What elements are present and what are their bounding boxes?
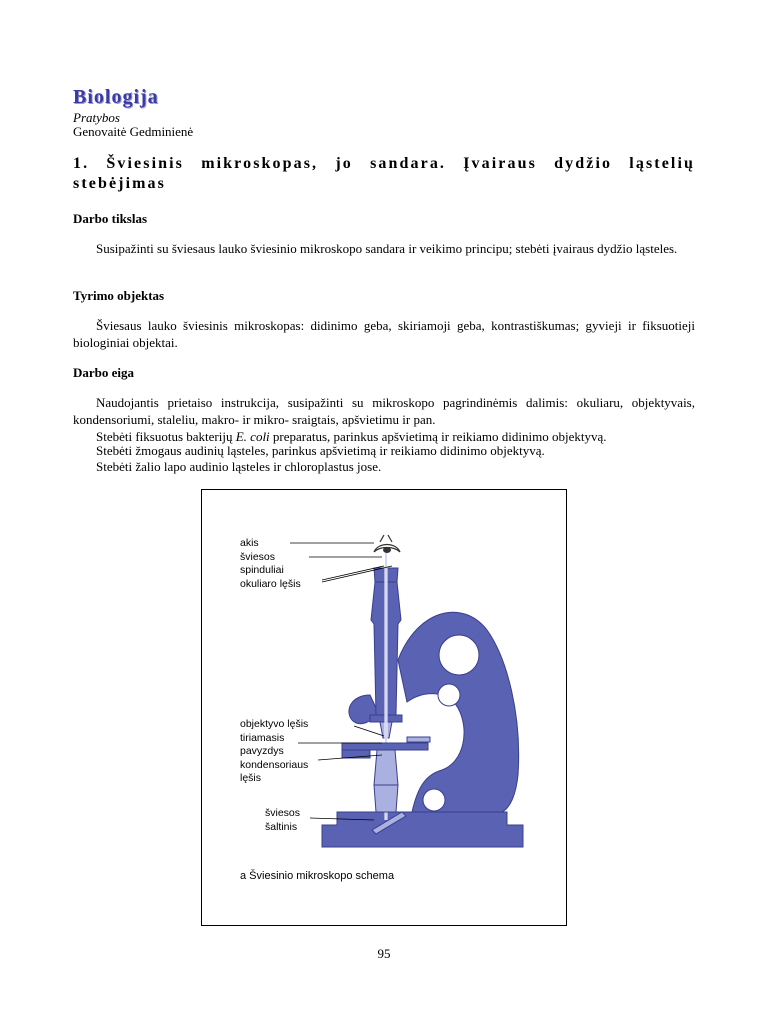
label-specimen-2: pavyzdys: [240, 745, 284, 757]
label-light-source-1: šviesos: [265, 807, 301, 819]
stage-clip: [407, 737, 430, 742]
ecoli-line-post: preparatus, parinkus apšvietimą ir reikiamo didinimo objektyvą.: [269, 429, 607, 444]
figure-caption: a Šviesinio mikroskopo schema: [240, 870, 395, 882]
label-eyepiece: okuliaro lęšis: [240, 578, 301, 590]
arm-hole-top: [439, 635, 479, 675]
book-subtitle: Pratybos: [73, 110, 120, 125]
microscope-base: [322, 812, 523, 847]
microscope-figure: [201, 489, 567, 926]
procedure-text: Naudojantis prietaiso instrukcija, susipažinti su mikroskopo pagrindinėmis dalimis: okuliaru, objektyvais, kondensoriumi, staleliu, makro- ir mikro- sraigtais, apšvietimu ir pan.: [73, 395, 695, 427]
aim-heading: Darbo tikslas: [73, 211, 148, 226]
label-condenser-2: lęšis: [240, 772, 262, 784]
procedure-heading: Darbo eiga: [73, 365, 135, 380]
label-condenser-1: kondensoriaus: [240, 759, 309, 771]
arm-hole-bottom: [423, 789, 445, 811]
procedure-line-leaf: Stebėti žalio lapo audinio ląsteles ir chloroplastus jose.: [96, 459, 382, 474]
label-light-rays-1: šviesos: [240, 551, 276, 563]
procedure-line-human: Stebėti žmogaus audinių ląsteles, parinkus apšvietimą ir reikiamo didinimo objektyvą.: [96, 443, 545, 458]
condenser-bottom: [374, 785, 398, 812]
aim-text: Susipažinti su šviesaus lauko šviesinio mikroskopo sandara ir veikimo principu; stebėti įvairaus dydžio ląsteles.: [96, 241, 678, 256]
page-number: 95: [377, 946, 391, 961]
label-objective: objektyvo lęšis: [240, 718, 309, 730]
object-heading: Tyrimo objektas: [73, 288, 165, 303]
label-light-source-2: šaltinis: [265, 821, 298, 833]
label-specimen-1: tiriamasis: [240, 732, 285, 744]
ecoli-line-pre: Stebėti fiksuotus bakterijų: [96, 429, 236, 444]
book-title: Biologija: [73, 86, 159, 108]
stage: [342, 743, 428, 750]
arm-hole-middle: [438, 684, 460, 706]
book-author: Genovaitė Gedminienė: [73, 124, 194, 139]
ecoli-name: E. coli: [235, 429, 270, 444]
chapter-title: 1. Šviesinis mikroskopas, jo sandara. Įvairaus dydžio ląstelių stebėjimas: [73, 155, 695, 192]
label-light-rays-2: spinduliai: [240, 564, 284, 576]
microscope-diagram: [202, 490, 568, 927]
object-text: Šviesaus lauko šviesinis mikroskopas: didinimo geba, skiriamoji geba, kontrastiškumas; gyvieji ir fiksuotieji biologiniai objektai.: [73, 318, 695, 350]
label-eye: akis: [240, 537, 259, 549]
